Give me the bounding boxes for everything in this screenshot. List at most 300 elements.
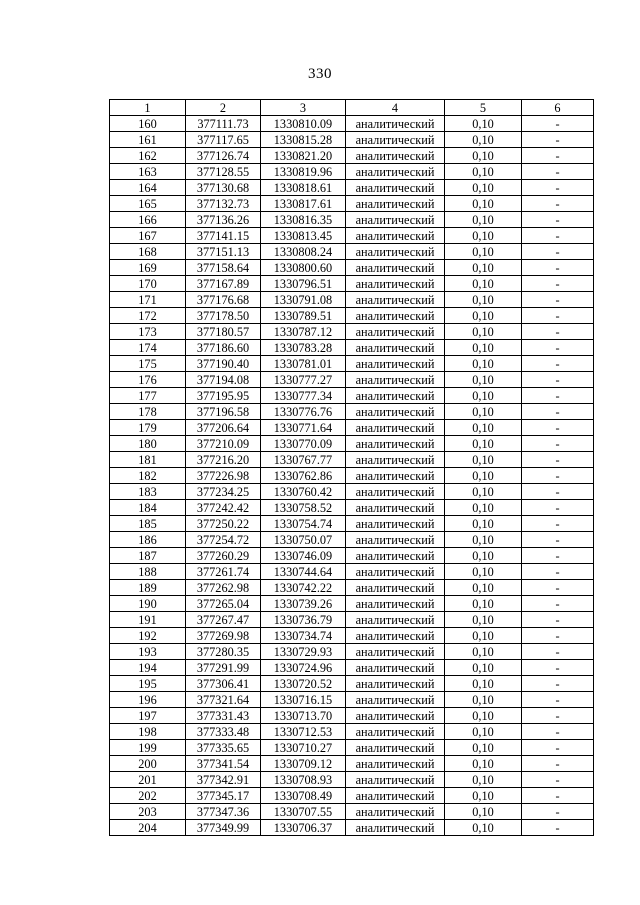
- table-cell: 0,10: [445, 260, 522, 276]
- table-cell: аналитический: [346, 708, 445, 724]
- table-cell: 1330821.20: [261, 148, 346, 164]
- table-cell: аналитический: [346, 676, 445, 692]
- table-cell: -: [522, 660, 594, 676]
- table-cell: 377269.98: [186, 628, 261, 644]
- table-row: [110, 436, 594, 452]
- table-cell: 0,10: [445, 788, 522, 804]
- table-cell: 1330760.42: [261, 484, 346, 500]
- table-cell: 0,10: [445, 548, 522, 564]
- table-cell: 0,10: [445, 148, 522, 164]
- table-cell: 1330729.93: [261, 644, 346, 660]
- table-cell: 1330750.07: [261, 532, 346, 548]
- table-cell: 377132.73: [186, 196, 261, 212]
- table-row: [110, 116, 594, 132]
- table-cell: 177: [110, 388, 186, 404]
- table-cell: 377180.57: [186, 324, 261, 340]
- table-cell: 0,10: [445, 708, 522, 724]
- table-cell: аналитический: [346, 452, 445, 468]
- table-cell: 183: [110, 484, 186, 500]
- table-row: [110, 756, 594, 772]
- table-cell: 185: [110, 516, 186, 532]
- table-cell: 377126.74: [186, 148, 261, 164]
- table-cell: -: [522, 756, 594, 772]
- table-cell: 0,10: [445, 244, 522, 260]
- table-cell: аналитический: [346, 484, 445, 500]
- table-cell: 377178.50: [186, 308, 261, 324]
- table-cell: аналитический: [346, 580, 445, 596]
- table-row: [110, 660, 594, 676]
- table-cell: 0,10: [445, 756, 522, 772]
- table-cell: -: [522, 132, 594, 148]
- table-cell: 178: [110, 404, 186, 420]
- table-cell: 1330813.45: [261, 228, 346, 244]
- table-cell: 1330710.27: [261, 740, 346, 756]
- table-cell: 0,10: [445, 164, 522, 180]
- table-cell: 0,10: [445, 308, 522, 324]
- page-number: 330: [308, 66, 332, 82]
- table-row: [110, 404, 594, 420]
- table-cell: аналитический: [346, 148, 445, 164]
- table-row: [110, 692, 594, 708]
- table-cell: аналитический: [346, 564, 445, 580]
- table-cell: аналитический: [346, 532, 445, 548]
- table-cell: аналитический: [346, 308, 445, 324]
- table-row: [110, 724, 594, 740]
- table-cell: 377260.29: [186, 548, 261, 564]
- table-cell: 1330771.64: [261, 420, 346, 436]
- table-cell: 164: [110, 180, 186, 196]
- table-cell: 200: [110, 756, 186, 772]
- table-cell: -: [522, 580, 594, 596]
- table-cell: 377242.42: [186, 500, 261, 516]
- table-cell: 176: [110, 372, 186, 388]
- table-cell: 173: [110, 324, 186, 340]
- table-cell: 377117.65: [186, 132, 261, 148]
- table-cell: 1330754.74: [261, 516, 346, 532]
- table-row: [110, 452, 594, 468]
- table-cell: 192: [110, 628, 186, 644]
- table-cell: -: [522, 180, 594, 196]
- table-cell: 1330808.24: [261, 244, 346, 260]
- table-cell: -: [522, 164, 594, 180]
- table-cell: -: [522, 196, 594, 212]
- table-cell: аналитический: [346, 260, 445, 276]
- table-cell: 0,10: [445, 676, 522, 692]
- table-row: [110, 612, 594, 628]
- table-cell: аналитический: [346, 740, 445, 756]
- table-cell: 377331.43: [186, 708, 261, 724]
- table-cell: аналитический: [346, 276, 445, 292]
- table-cell: 1330815.28: [261, 132, 346, 148]
- table-cell: -: [522, 308, 594, 324]
- table-cell: 171: [110, 292, 186, 308]
- table-cell: 162: [110, 148, 186, 164]
- table-cell: 1330810.09: [261, 116, 346, 132]
- table-cell: 377216.20: [186, 452, 261, 468]
- table-row: [110, 244, 594, 260]
- table-cell: 1330724.96: [261, 660, 346, 676]
- table-cell: 0,10: [445, 340, 522, 356]
- table-cell: -: [522, 436, 594, 452]
- table-cell: 0,10: [445, 532, 522, 548]
- table-row: [110, 324, 594, 340]
- table-cell: аналитический: [346, 644, 445, 660]
- table-row: [110, 212, 594, 228]
- table-cell: -: [522, 516, 594, 532]
- table-cell: 166: [110, 212, 186, 228]
- table-cell: аналитический: [346, 724, 445, 740]
- table-cell: -: [522, 244, 594, 260]
- table-cell: 1330816.35: [261, 212, 346, 228]
- table-row: [110, 180, 594, 196]
- table-cell: 1330817.61: [261, 196, 346, 212]
- table-cell: аналитический: [346, 356, 445, 372]
- table-cell: -: [522, 276, 594, 292]
- table-header-row: [110, 100, 594, 116]
- table-cell: аналитический: [346, 244, 445, 260]
- table-cell: 1330734.74: [261, 628, 346, 644]
- table-row: [110, 772, 594, 788]
- table-cell: 0,10: [445, 580, 522, 596]
- table-cell: 377342.91: [186, 772, 261, 788]
- table-row: [110, 516, 594, 532]
- table-cell: 377254.72: [186, 532, 261, 548]
- table-cell: 0,10: [445, 292, 522, 308]
- table-cell: 0,10: [445, 820, 522, 836]
- table-cell: аналитический: [346, 788, 445, 804]
- table-cell: 1330819.96: [261, 164, 346, 180]
- table-cell: 196: [110, 692, 186, 708]
- table-cell: 1330736.79: [261, 612, 346, 628]
- table-cell: 377141.15: [186, 228, 261, 244]
- table-cell: 377261.74: [186, 564, 261, 580]
- column-header: 2: [186, 100, 261, 116]
- table-cell: 188: [110, 564, 186, 580]
- table-cell: -: [522, 724, 594, 740]
- table-cell: аналитический: [346, 660, 445, 676]
- table-row: [110, 564, 594, 580]
- table-cell: 1330777.34: [261, 388, 346, 404]
- table-cell: 0,10: [445, 596, 522, 612]
- table-row: [110, 340, 594, 356]
- table-cell: 199: [110, 740, 186, 756]
- table-row: [110, 500, 594, 516]
- table-cell: 377151.13: [186, 244, 261, 260]
- table-row: [110, 276, 594, 292]
- table-cell: 197: [110, 708, 186, 724]
- table-cell: 0,10: [445, 644, 522, 660]
- table-row: [110, 484, 594, 500]
- table-cell: 1330720.52: [261, 676, 346, 692]
- table-cell: -: [522, 292, 594, 308]
- table-row: [110, 708, 594, 724]
- table-cell: 1330708.49: [261, 788, 346, 804]
- table-cell: 0,10: [445, 324, 522, 340]
- table-cell: 1330712.53: [261, 724, 346, 740]
- table-cell: 0,10: [445, 660, 522, 676]
- table-cell: -: [522, 388, 594, 404]
- table-cell: аналитический: [346, 324, 445, 340]
- table-cell: 186: [110, 532, 186, 548]
- table-cell: 203: [110, 804, 186, 820]
- table-cell: -: [522, 468, 594, 484]
- table-cell: 377345.17: [186, 788, 261, 804]
- table-cell: 377262.98: [186, 580, 261, 596]
- table-cell: 0,10: [445, 452, 522, 468]
- table-cell: -: [522, 212, 594, 228]
- table-row: [110, 580, 594, 596]
- table-row: [110, 292, 594, 308]
- table-cell: 1330789.51: [261, 308, 346, 324]
- table-cell: 165: [110, 196, 186, 212]
- table-cell: 0,10: [445, 420, 522, 436]
- table-cell: 377226.98: [186, 468, 261, 484]
- table-cell: -: [522, 340, 594, 356]
- table-row: [110, 644, 594, 660]
- table-cell: -: [522, 228, 594, 244]
- table-cell: 0,10: [445, 116, 522, 132]
- table-cell: 377111.73: [186, 116, 261, 132]
- table-cell: 1330796.51: [261, 276, 346, 292]
- table-row: [110, 740, 594, 756]
- table-cell: 377190.40: [186, 356, 261, 372]
- table-cell: 0,10: [445, 772, 522, 788]
- table-cell: 0,10: [445, 180, 522, 196]
- table-cell: -: [522, 740, 594, 756]
- table-cell: 0,10: [445, 740, 522, 756]
- table-row: [110, 788, 594, 804]
- table-cell: -: [522, 324, 594, 340]
- table-cell: -: [522, 148, 594, 164]
- table-row: [110, 356, 594, 372]
- table-row: [110, 548, 594, 564]
- table-cell: 377196.58: [186, 404, 261, 420]
- table-cell: 377186.60: [186, 340, 261, 356]
- table-cell: 377206.64: [186, 420, 261, 436]
- table-cell: 0,10: [445, 436, 522, 452]
- table-cell: 1330776.76: [261, 404, 346, 420]
- column-header: 6: [522, 100, 594, 116]
- table-cell: аналитический: [346, 516, 445, 532]
- column-header: 4: [346, 100, 445, 116]
- table-cell: аналитический: [346, 548, 445, 564]
- table-cell: 377158.64: [186, 260, 261, 276]
- table-cell: 1330707.55: [261, 804, 346, 820]
- table-cell: 377267.47: [186, 612, 261, 628]
- table-cell: -: [522, 628, 594, 644]
- table-cell: 1330744.64: [261, 564, 346, 580]
- table-cell: 1330818.61: [261, 180, 346, 196]
- table-row: [110, 308, 594, 324]
- table-cell: аналитический: [346, 212, 445, 228]
- table-cell: -: [522, 804, 594, 820]
- table-cell: 0,10: [445, 228, 522, 244]
- table-cell: -: [522, 116, 594, 132]
- table-cell: 190: [110, 596, 186, 612]
- table-cell: 377176.68: [186, 292, 261, 308]
- table-cell: 0,10: [445, 484, 522, 500]
- table-cell: 377321.64: [186, 692, 261, 708]
- table-cell: 377167.89: [186, 276, 261, 292]
- table-body: [110, 116, 594, 836]
- table-cell: 377291.99: [186, 660, 261, 676]
- table-cell: -: [522, 708, 594, 724]
- table-row: [110, 260, 594, 276]
- table-cell: 377265.04: [186, 596, 261, 612]
- table-cell: 377347.36: [186, 804, 261, 820]
- table-row: [110, 420, 594, 436]
- table-row: [110, 228, 594, 244]
- table-cell: 201: [110, 772, 186, 788]
- table-cell: аналитический: [346, 692, 445, 708]
- table-cell: аналитический: [346, 164, 445, 180]
- table-cell: 184: [110, 500, 186, 516]
- table-cell: аналитический: [346, 116, 445, 132]
- table-cell: 204: [110, 820, 186, 836]
- table-cell: аналитический: [346, 340, 445, 356]
- coordinates-table: [109, 99, 594, 836]
- table-cell: 1330758.52: [261, 500, 346, 516]
- table-cell: аналитический: [346, 628, 445, 644]
- table-cell: 0,10: [445, 500, 522, 516]
- table-cell: 0,10: [445, 388, 522, 404]
- table-cell: 0,10: [445, 372, 522, 388]
- table-row: [110, 804, 594, 820]
- table-cell: 377349.99: [186, 820, 261, 836]
- table-cell: 1330709.12: [261, 756, 346, 772]
- table-cell: 1330781.01: [261, 356, 346, 372]
- table-cell: 1330742.22: [261, 580, 346, 596]
- table-cell: 161: [110, 132, 186, 148]
- column-header: 5: [445, 100, 522, 116]
- table-cell: 191: [110, 612, 186, 628]
- table-cell: 0,10: [445, 724, 522, 740]
- table-cell: аналитический: [346, 612, 445, 628]
- table-cell: аналитический: [346, 756, 445, 772]
- table-cell: аналитический: [346, 292, 445, 308]
- table-row: [110, 532, 594, 548]
- table-cell: 0,10: [445, 404, 522, 420]
- column-header: 3: [261, 100, 346, 116]
- table-cell: аналитический: [346, 804, 445, 820]
- table-cell: 1330739.26: [261, 596, 346, 612]
- table-cell: 1330800.60: [261, 260, 346, 276]
- table-cell: -: [522, 484, 594, 500]
- table-row: [110, 164, 594, 180]
- table-cell: 174: [110, 340, 186, 356]
- table-cell: 377194.08: [186, 372, 261, 388]
- table-row: [110, 596, 594, 612]
- table-cell: 1330713.70: [261, 708, 346, 724]
- table-cell: -: [522, 820, 594, 836]
- table-cell: 194: [110, 660, 186, 676]
- table-cell: 0,10: [445, 692, 522, 708]
- table-cell: 169: [110, 260, 186, 276]
- table-cell: аналитический: [346, 772, 445, 788]
- table-cell: аналитический: [346, 196, 445, 212]
- table-cell: 1330770.09: [261, 436, 346, 452]
- table-cell: 1330706.37: [261, 820, 346, 836]
- table-cell: 0,10: [445, 356, 522, 372]
- table-cell: аналитический: [346, 228, 445, 244]
- table-cell: 1330762.86: [261, 468, 346, 484]
- table-cell: 0,10: [445, 564, 522, 580]
- table-cell: 160: [110, 116, 186, 132]
- table-cell: 198: [110, 724, 186, 740]
- table-cell: 0,10: [445, 468, 522, 484]
- table-cell: 0,10: [445, 276, 522, 292]
- table-cell: 377210.09: [186, 436, 261, 452]
- table-cell: 0,10: [445, 628, 522, 644]
- table-cell: 377280.35: [186, 644, 261, 660]
- table-cell: 1330777.27: [261, 372, 346, 388]
- table-cell: 0,10: [445, 612, 522, 628]
- table-cell: 1330716.15: [261, 692, 346, 708]
- table-cell: 168: [110, 244, 186, 260]
- table-cell: 0,10: [445, 196, 522, 212]
- table-cell: 377136.26: [186, 212, 261, 228]
- table-cell: -: [522, 500, 594, 516]
- table-row: [110, 388, 594, 404]
- table-cell: 163: [110, 164, 186, 180]
- table-cell: 377128.55: [186, 164, 261, 180]
- table-cell: 0,10: [445, 132, 522, 148]
- table-cell: аналитический: [346, 180, 445, 196]
- table-cell: аналитический: [346, 420, 445, 436]
- table-cell: -: [522, 692, 594, 708]
- table-cell: 182: [110, 468, 186, 484]
- table-cell: -: [522, 548, 594, 564]
- table-cell: -: [522, 564, 594, 580]
- table-cell: аналитический: [346, 388, 445, 404]
- table-cell: -: [522, 372, 594, 388]
- table-cell: 167: [110, 228, 186, 244]
- table-cell: аналитический: [346, 500, 445, 516]
- table-cell: -: [522, 420, 594, 436]
- table-row: [110, 132, 594, 148]
- table-cell: аналитический: [346, 372, 445, 388]
- table-cell: 1330787.12: [261, 324, 346, 340]
- table-cell: 377234.25: [186, 484, 261, 500]
- table-row: [110, 628, 594, 644]
- table-cell: 377335.65: [186, 740, 261, 756]
- table-row: [110, 148, 594, 164]
- column-header: 1: [110, 100, 186, 116]
- table-cell: -: [522, 356, 594, 372]
- table-cell: 377250.22: [186, 516, 261, 532]
- table-cell: аналитический: [346, 820, 445, 836]
- table-cell: аналитический: [346, 132, 445, 148]
- table-row: [110, 820, 594, 836]
- table-cell: 181: [110, 452, 186, 468]
- table-cell: 172: [110, 308, 186, 324]
- table-cell: аналитический: [346, 468, 445, 484]
- table-cell: аналитический: [346, 436, 445, 452]
- table-cell: -: [522, 596, 594, 612]
- table-cell: 377195.95: [186, 388, 261, 404]
- table-cell: -: [522, 644, 594, 660]
- table-cell: -: [522, 676, 594, 692]
- table-cell: -: [522, 772, 594, 788]
- table-cell: 187: [110, 548, 186, 564]
- table-cell: -: [522, 452, 594, 468]
- table-cell: аналитический: [346, 596, 445, 612]
- table-cell: 1330746.09: [261, 548, 346, 564]
- table-cell: 0,10: [445, 804, 522, 820]
- table-row: [110, 676, 594, 692]
- table-cell: 202: [110, 788, 186, 804]
- table-cell: 175: [110, 356, 186, 372]
